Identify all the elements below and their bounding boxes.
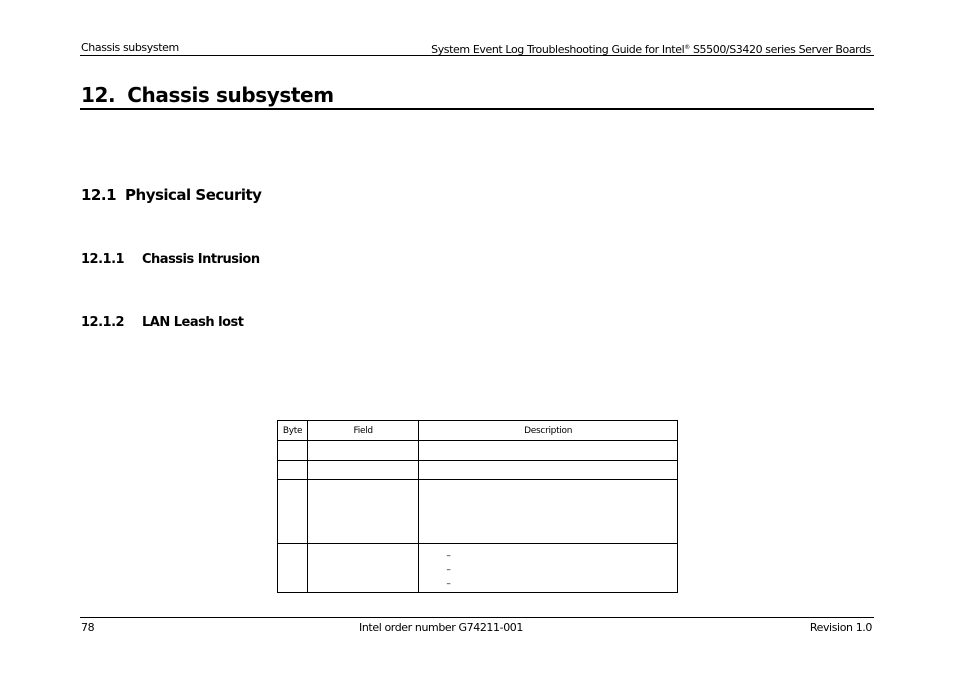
- column-header-byte: Byte: [278, 421, 308, 441]
- chapter-divider: [80, 108, 874, 110]
- registered-mark: ®: [684, 44, 690, 51]
- section-title: Physical Security: [125, 186, 262, 204]
- column-header-field: Field: [308, 421, 419, 441]
- revision-label: Revision 1.0: [809, 621, 872, 634]
- list-item: –: [446, 579, 451, 589]
- running-header-section: Chassis subsystem: [81, 41, 179, 54]
- table-cell: [278, 480, 308, 544]
- subsection-heading-chassis-intrusion: [81, 252, 260, 268]
- table-cell: [308, 441, 419, 461]
- section-heading: [81, 186, 261, 204]
- list-item: –: [446, 565, 451, 575]
- subsection-title: Chassis Intrusion: [142, 252, 260, 267]
- subsection-number: 12.1.2: [81, 315, 125, 330]
- list-item: –: [446, 551, 451, 561]
- header-title-prefix: System Event Log Troubleshooting Guide for Intel: [431, 43, 685, 56]
- table-cell: [419, 544, 678, 593]
- subsection-heading-lan-leash-lost: [81, 315, 243, 331]
- table-row: [278, 461, 678, 480]
- subsection-number: 12.1.1: [81, 252, 125, 267]
- footer-divider: [80, 617, 874, 618]
- subsection-title: LAN Leash lost: [142, 315, 244, 330]
- table-cell: [308, 480, 419, 544]
- table-header-row: [278, 421, 678, 441]
- table-cell: [278, 461, 308, 480]
- table-row: [278, 544, 678, 593]
- header-title-suffix: S5500/S3420 series Server Boards: [689, 43, 871, 56]
- page-number: 78: [81, 621, 95, 634]
- dash-list: [419, 545, 677, 591]
- table-cell: [308, 544, 419, 593]
- table-row: [278, 480, 678, 544]
- header-divider: [80, 55, 874, 56]
- chapter-title-text: Chassis subsystem: [127, 83, 334, 107]
- table-cell: [419, 441, 678, 461]
- table-cell: [419, 461, 678, 480]
- table-cell: [278, 441, 308, 461]
- column-header-description: Description: [419, 421, 678, 441]
- order-number: Intel order number G74211-001: [359, 621, 523, 634]
- event-data-table: [277, 420, 678, 593]
- table-row: [278, 441, 678, 461]
- table-cell: [278, 544, 308, 593]
- table-cell: [308, 461, 419, 480]
- section-number: 12.1: [81, 186, 117, 204]
- chapter-title: [81, 83, 334, 107]
- chapter-number: 12.: [81, 83, 116, 107]
- table-cell: [419, 480, 678, 544]
